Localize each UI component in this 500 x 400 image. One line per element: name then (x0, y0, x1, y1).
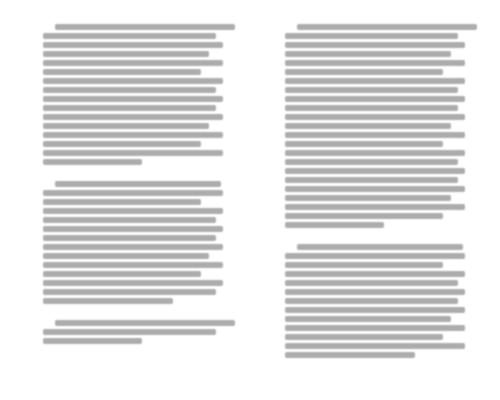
text-line (285, 150, 465, 156)
text-line (43, 96, 223, 102)
text-line (43, 253, 209, 259)
left-page (43, 24, 223, 374)
text-line (285, 271, 465, 277)
text-line (285, 343, 465, 349)
text-line (43, 123, 209, 129)
text-line (285, 87, 458, 93)
text-line (43, 105, 216, 111)
text-line (285, 132, 465, 138)
text-line (43, 190, 223, 196)
text-line (55, 320, 235, 326)
text-line (285, 186, 465, 192)
text-line (43, 114, 223, 120)
paragraph (43, 181, 223, 304)
text-line (285, 177, 458, 183)
text-line (285, 253, 465, 259)
text-line (297, 244, 463, 250)
text-line (285, 33, 458, 39)
text-line (43, 60, 223, 66)
text-line (55, 181, 221, 187)
text-line (285, 96, 465, 102)
text-line (285, 280, 458, 286)
text-line (285, 334, 443, 340)
text-line (285, 204, 465, 210)
text-line (43, 51, 209, 57)
text-line (297, 24, 477, 30)
text-line (43, 33, 216, 39)
text-line (43, 244, 223, 250)
paragraph (285, 244, 465, 358)
text-line (285, 141, 443, 147)
text-line (285, 168, 465, 174)
text-line (43, 271, 201, 277)
text-line (43, 132, 223, 138)
paragraph (43, 24, 223, 165)
text-line (43, 78, 223, 84)
paragraph (285, 24, 465, 228)
text-line (285, 352, 415, 358)
text-line (43, 235, 216, 241)
text-line (285, 195, 451, 201)
text-line (285, 222, 384, 228)
text-line (43, 226, 223, 232)
text-line (285, 69, 443, 75)
text-line (285, 123, 451, 129)
text-line (285, 105, 458, 111)
text-line (43, 289, 216, 295)
text-line (285, 289, 465, 295)
text-line (285, 42, 465, 48)
text-line (43, 42, 223, 48)
text-line (43, 262, 223, 268)
text-line (43, 141, 201, 147)
text-line (285, 316, 451, 322)
text-line (285, 325, 465, 331)
text-line (43, 280, 223, 286)
text-line (285, 298, 458, 304)
text-line (285, 60, 465, 66)
text-line (285, 159, 458, 165)
paragraph (43, 320, 223, 344)
text-line (43, 338, 142, 344)
text-line (43, 329, 216, 335)
text-line (285, 307, 465, 313)
text-line (43, 150, 223, 156)
text-line (285, 78, 465, 84)
text-line (285, 262, 443, 268)
text-line (43, 69, 201, 75)
right-page (285, 24, 465, 374)
text-line (285, 114, 465, 120)
text-line (43, 208, 223, 214)
text-line (55, 24, 235, 30)
text-line (43, 217, 216, 223)
text-line (285, 213, 443, 219)
text-line (43, 298, 173, 304)
text-line (285, 51, 451, 57)
text-line (43, 87, 216, 93)
text-line (43, 199, 201, 205)
text-line (43, 159, 142, 165)
